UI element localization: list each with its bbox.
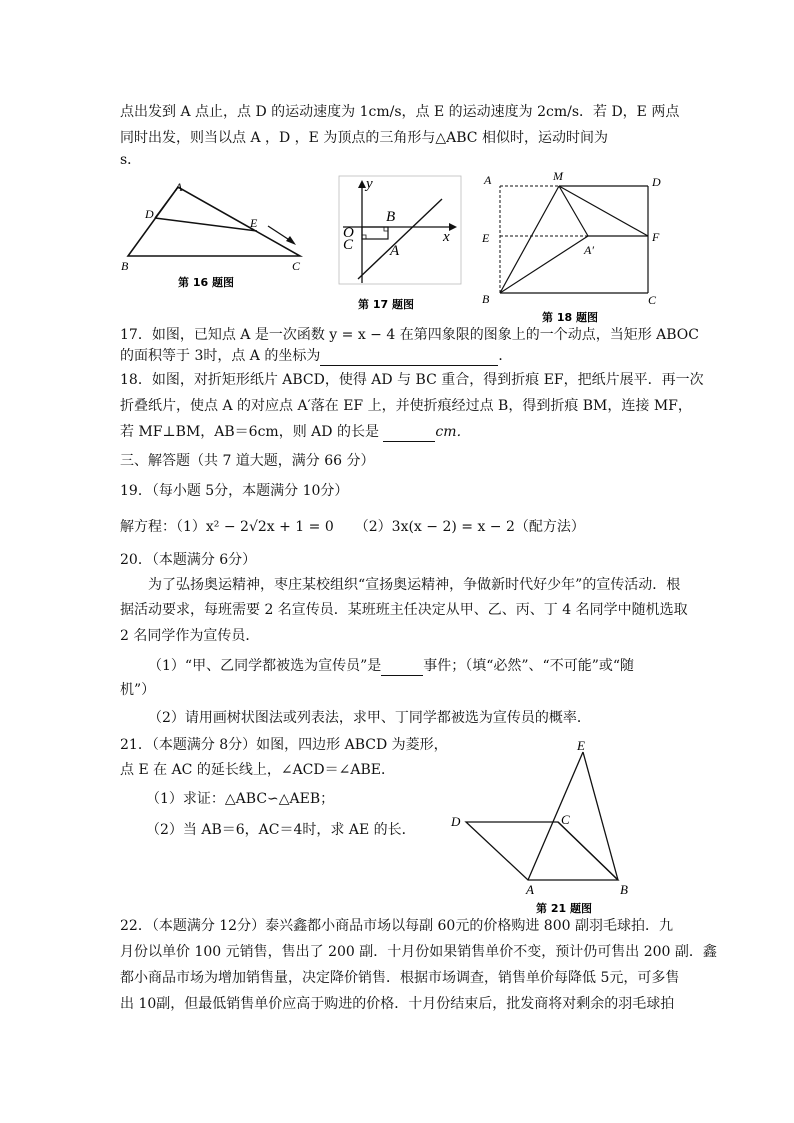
q22-line2: 月份以单价 100 元销售，售出了 200 副．十月份如果销售单价不变，预计仍可售出 200 副．鑫 (120, 944, 717, 960)
q21-sub1: （1）求证：△ABC∽△AEB； (146, 791, 335, 807)
q22-line3: 都小商品市场为增加销售量，决定降价销售．根据市场调查，销售单价每降低 5元，可多售 (120, 970, 680, 986)
figure-21 (448, 736, 648, 918)
fig16-segment-de (155, 218, 257, 231)
figure-18 (478, 168, 678, 326)
q18-line3: 若 MF⊥BM，AB＝6cm，则 AD 的长是 cm． (120, 424, 471, 440)
q20-sub1-line2: 机”） (120, 682, 156, 698)
fig17-label-b: B (386, 209, 396, 225)
figure-16 (118, 178, 318, 293)
fig18-segment-ba (500, 236, 588, 293)
q19-header: 19．（每小题 5分，本题满分 10分） (120, 483, 349, 499)
q21-line2: 点 E 在 AC 的延长线上，∠ACD＝∠ABE． (120, 762, 395, 778)
q20-para-line3: 2 名同学作为宣传员． (120, 628, 260, 644)
fig17-caption: 第 17 题图 (358, 298, 414, 311)
q20-sub1-line1: （1）“甲、乙同学都被选为宣传员”是 事件；（填“必然”、“不可能”或“随 (148, 658, 635, 674)
q18-line2: 折叠纸片，使点 A 的对应点 A′落在 EF 上，并使折痕经过点 B，得到折痕 BM，连接 MF， (120, 398, 692, 414)
q17-line1: 17．如图，已知点 A 是一次函数 y = x − 4 在第四象限的图象上的一个动点，当矩形 ABOC (120, 327, 699, 343)
fig17-label-x: x (443, 229, 450, 245)
fig21-rhombus (466, 822, 618, 880)
fig21-caption: 第 21 题图 (536, 902, 592, 915)
q20-header: 20．（本题满分 6分） (120, 552, 257, 568)
fig21-label-a: A (526, 882, 534, 897)
fig18-label-d: D (652, 175, 661, 189)
fig21-label-d: D (451, 814, 461, 829)
q17-line2: 的面积等于 3时，点 A 的坐标为 ． (120, 348, 513, 364)
q22-line1: 22．（本题满分 12分）泰兴鑫都小商品市场以每副 60元的价格购进 800 副羽毛球拍．九 (120, 918, 673, 934)
q20-para-line2: 据活动要求，每班需要 2 名宣传员．某班班主任决定从甲、乙、丙、丁 4 名同学中随机选取 (120, 602, 688, 618)
fig16-label-a: A (175, 180, 183, 194)
q16-text-line1: 点出发到 A 点止，点 D 的运动速度为 1cm/s，点 E 的运动速度为 2cm/s．若 D，E 两点 (120, 104, 680, 120)
q19-equations: 解方程：（1）x² − 2√2x + 1 = 0 （2）3x(x − 2) = x − 2（配方法） (120, 519, 585, 535)
fig18-label-e: E (482, 231, 490, 245)
fig21-segment-cb (558, 822, 618, 880)
fig16-triangle-abc (128, 187, 300, 256)
fig16-label-d: D (145, 207, 154, 221)
q18-line1: 18．如图，对折矩形纸片 ABCD，使得 AD 与 BC 重合，得到折痕 EF，把纸片展平．再一次 (120, 372, 704, 388)
fig18-label-c: C (648, 293, 657, 307)
fig16-label-e: E (250, 216, 258, 230)
fig18-label-f: F (652, 230, 660, 244)
fig17-label-o: O (343, 225, 354, 241)
fig21-label-e: E (577, 738, 585, 753)
q22-line4: 出 10副，但最低销售单价应高于购进的价格．十月份结束后，批发商将对剩余的羽毛球拍 (120, 996, 675, 1012)
fig16-caption: 第 16 题图 (178, 276, 234, 289)
q20-sub2: （2）请用画树状图法或列表法，求甲、丁同学都被选为宣传员的概率． (148, 710, 591, 726)
fig21-segment-eb (583, 752, 618, 880)
fig17-label-y: y (366, 176, 373, 192)
fig18-segment-mf (559, 186, 648, 236)
fig21-label-b: B (620, 882, 628, 897)
fig21-segment-ae (528, 752, 583, 880)
q20-para-line1: 为了弘扬奥运精神，枣庄某校组织“宣扬奥运精神，争做新时代好少年”的宣传活动．根 (148, 577, 681, 593)
fig18-segment-bm (500, 186, 559, 293)
q16-text-line3: s． (120, 152, 142, 168)
fig16-label-b: B (121, 259, 129, 273)
fig18-label-a-prime: A′ (584, 243, 594, 257)
figure-17 (338, 175, 466, 313)
fig21-label-c: C (561, 812, 570, 827)
q20-answer-blank (381, 661, 423, 676)
fig18-label-m: M (553, 169, 563, 183)
q18-answer-blank (383, 427, 435, 442)
fig16-arrow-head (286, 236, 296, 245)
fig18-label-a: A (484, 173, 492, 187)
q16-text-line2: 同时出发，则当以点 A ，D ，E 为顶点的三角形与△ABC 相似时，运动时间为 (120, 130, 608, 146)
q17-answer-blank (320, 351, 498, 366)
fig18-caption: 第 18 题图 (542, 311, 598, 324)
fig18-label-b: B (482, 292, 490, 306)
fig17-label-a: A (390, 243, 400, 259)
section-3-title: 三、解答题（共 7 道大题，满分 66 分） (120, 453, 375, 469)
q21-line1: 21．（本题满分 8分）如图，四边形 ABCD 为菱形， (120, 737, 448, 753)
q21-sub2: （2）当 AB＝6，AC＝4时，求 AE 的长． (146, 822, 416, 838)
fig16-label-c: C (292, 259, 301, 273)
fig17-label-c: C (343, 237, 354, 253)
